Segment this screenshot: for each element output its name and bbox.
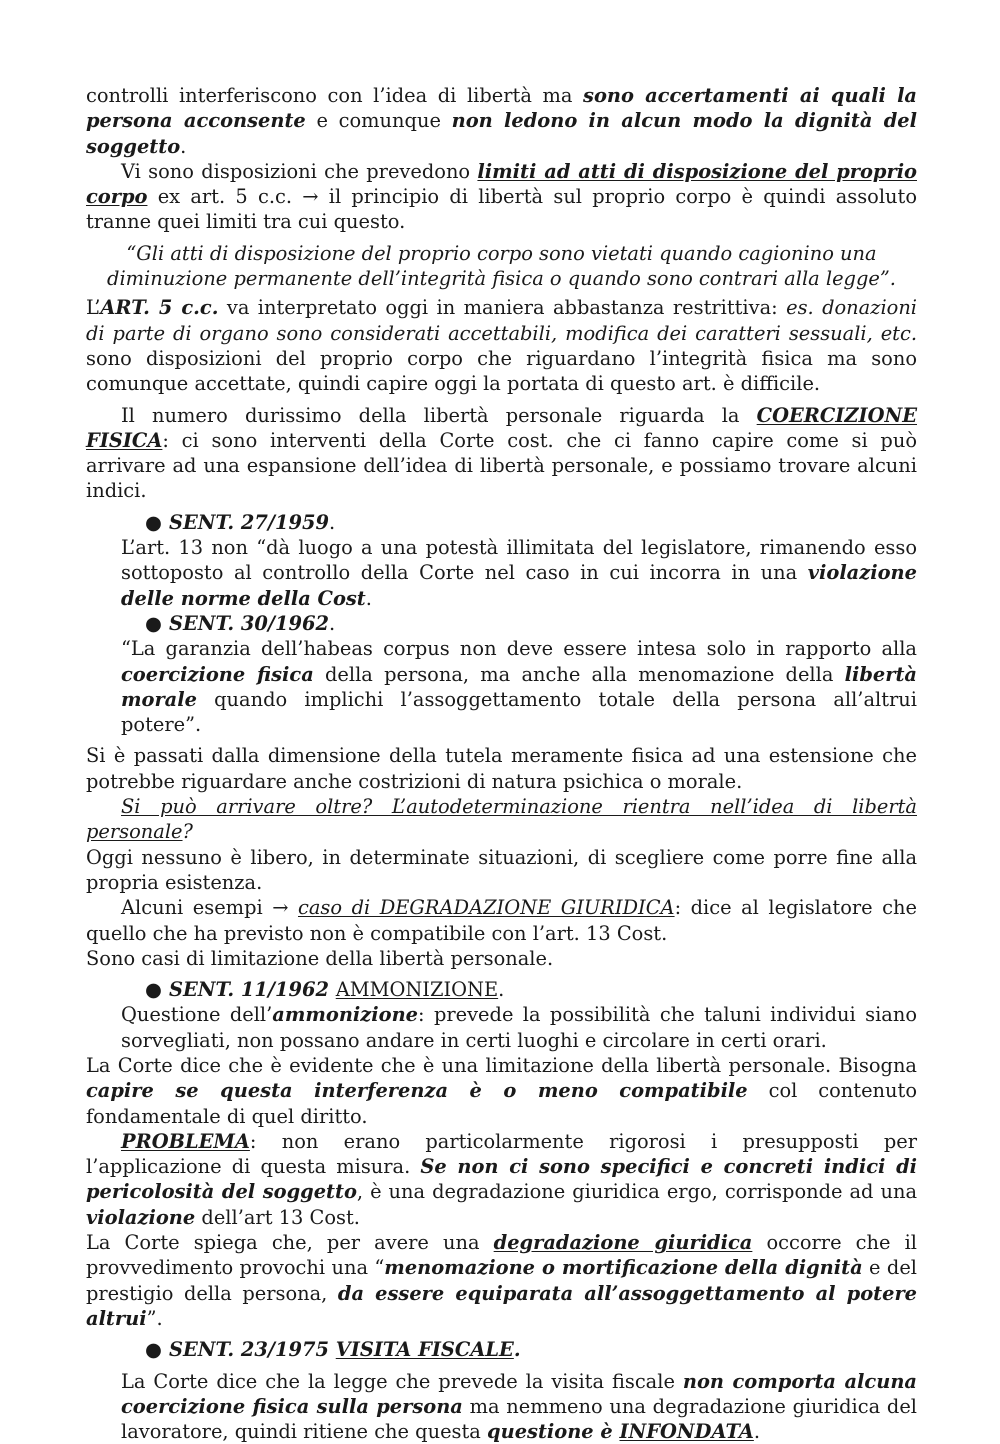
text: va interpretato oggi in maniera abbastanza restrittiva: (218, 296, 787, 320)
sentence-topic: VISITA FISCALE (335, 1338, 514, 1362)
text: controlli interferiscono con l’idea di libertà ma (86, 84, 584, 107)
paragraph-disposizioni (86, 159, 917, 235)
bullet-icon: ● (145, 1338, 162, 1362)
text: : non erano particolarmente rigorosi i presupposti per l’applicazione di questa misura. (86, 1129, 917, 1179)
text: ex art. 5 c.c. → il principio di libertà sul proprio corpo è quindi assoluto tranne quei limiti tra cui questo. (86, 185, 917, 234)
paragraph-coercizione (86, 403, 917, 504)
paragraph-controlli (86, 83, 917, 159)
text: della persona, ma anche alla menomazione della (313, 662, 845, 686)
text: . (498, 978, 505, 1002)
text: La Corte spiega che, per avere una (86, 1231, 494, 1255)
emphasis: sono accertamenti ai quali la persona acconsente (86, 84, 917, 133)
sentence-title: SENT. 11/1962 (169, 978, 336, 1002)
emphasis: menomazione o mortificazione della dignità (384, 1256, 863, 1280)
emphasis: questione è (487, 1420, 620, 1444)
text: . (328, 510, 336, 534)
text: Alcuni esempi → (121, 896, 298, 920)
sentence-title: SENT. 23/1975 (169, 1338, 336, 1362)
emphasis: ammonizione (272, 1003, 419, 1027)
text: col contenuto fondamentale di quel diritto. (86, 1079, 918, 1128)
bullet-sent-11-1962 (145, 977, 917, 1002)
text: Vi sono disposizioni che prevedono (121, 159, 478, 183)
text: L’ (86, 296, 101, 320)
paragraph-corte-spiega (86, 1230, 917, 1331)
emphasis: capire se questa interferenza è o meno compatibile (86, 1079, 748, 1103)
text: La Corte dice che la legge che prevede la visita fiscale (121, 1369, 683, 1393)
sentence-body (121, 636, 917, 737)
emphasis-underlined: degradazione giuridica (493, 1231, 753, 1255)
text: . (180, 134, 187, 158)
paragraph-art5 (86, 295, 917, 396)
text: Questione dell’ (121, 1003, 273, 1027)
sentence-body (121, 1002, 917, 1053)
italic-underlined: Si può arrivare oltre? L’autodeterminazione rientra nell’idea di libertà personale (86, 795, 917, 844)
paragraph-corte-evidente (86, 1053, 917, 1129)
emphasis-underlined: INFONDATA (619, 1420, 754, 1444)
emphasis: non ledono in alcun modo la dignità del soggetto (86, 109, 917, 158)
paragraph-esempi (86, 895, 917, 946)
emphasis: libertà morale (121, 662, 917, 711)
emphasis-underlined: COERCIZIONE FISICA (86, 403, 917, 452)
text: ? (182, 820, 193, 844)
text: L’art. 13 non “dà luogo a una potestà illimitata del legislatore, rimanendo esso sottoposto al controllo della Corte nel caso in cui incorra in una (121, 536, 917, 585)
bullet-sent-30-1962 (145, 611, 917, 636)
text: . (365, 586, 372, 610)
text: La Corte dice che è evidente che è una limitazione della libertà personale. Bisogna (86, 1053, 917, 1077)
text: e del prestigio della persona, (86, 1256, 917, 1305)
bullet-icon: ● (145, 611, 162, 635)
emphasis: da essere equiparata all’assoggettamento al potere altrui (86, 1281, 917, 1330)
emphasis: violazione (86, 1205, 196, 1229)
text: . (328, 611, 336, 635)
paragraph-dimensione: Si è passati dalla dimensione della tutela meramente fisica ad una estensione che potrebbe riguardare anche costrizioni di natura psichica o morale. (86, 744, 917, 793)
text: : ci sono interventi della Corte cost. che ci fanno capire come si può arrivare ad una espansione dell’idea di libertà personale, e possiamo trovare alcuni indici. (86, 428, 917, 503)
italic-underlined: caso di DEGRADAZIONE GIURIDICA (298, 896, 675, 920)
text: dell’art 13 Cost. (195, 1205, 360, 1229)
quote-art5: “Gli atti di disposizione del proprio corpo sono vietati quando cagionino una diminuzione permanente dell’integrità fisica o quando sono contrari alla legge”. (107, 241, 896, 291)
sentence-topic: AMMONIZIONE (335, 978, 499, 1002)
text: occorre che il provvedimento provochi una “ (86, 1231, 917, 1280)
text: “La garanzia dell’habeas corpus non deve essere intesa solo in rapporto alla (121, 637, 917, 661)
emphasis: non comporta alcuna coercizione fisica sulla persona (121, 1369, 917, 1418)
emphasis-underlined: PROBLEMA (121, 1129, 250, 1153)
text: . (753, 1420, 761, 1444)
sentence-body (121, 1369, 917, 1444)
sentence-body (121, 535, 917, 611)
text: quando implichi l’assoggettamento totale della persona all’altrui potere”. (121, 687, 917, 737)
text: . (513, 1338, 521, 1362)
text: ”. (146, 1306, 163, 1330)
sentence-title: SENT. 30/1962 (169, 611, 329, 635)
emphasis-underlined: limiti ad atti di disposizione del proprio corpo (86, 159, 917, 209)
text: ma nemmeno una degradazione giuridica del lavoratore, quindi ritiene che questa (121, 1394, 918, 1444)
bullet-icon: ● (145, 978, 162, 1002)
paragraph-oggi: Oggi nessuno è libero, in determinate situazioni, di scegliere come porre fine alla propria esistenza. (86, 845, 917, 894)
text: e comunque (305, 109, 452, 133)
emphasis: violazione delle norme della Cost (121, 561, 917, 610)
text: : prevede la possibilità che taluni individui siano sorvegliati, non possano andare in certi luoghi e circolare in certi orari. (121, 1003, 917, 1052)
bullet-icon: ● (145, 510, 162, 534)
text: sono disposizioni del proprio corpo che riguardano l’integrità fisica ma sono comunque accettate, quindi capire oggi la portata di questo art. è difficile. (86, 346, 917, 396)
paragraph-question (86, 794, 917, 845)
bullet-sent-27-1959 (145, 510, 917, 535)
emphasis: coercizione fisica (121, 662, 314, 686)
text: , è una degradazione giuridica ergo, corrisponde ad una (356, 1180, 918, 1204)
sentence-title: SENT. 27/1959 (169, 510, 329, 534)
paragraph-casi: Sono casi di limitazione della libertà personale. (86, 946, 554, 970)
bullet-sent-23-1975 (145, 1337, 917, 1362)
italic-example: es. donazioni di parte di organo sono considerati accettabili, modifica dei caratteri sessuali, etc. (86, 296, 918, 345)
text: : dice al legislatore che quello che ha previsto non è compatibile con l’art. 13 Cost. (86, 896, 917, 945)
emphasis: ART. 5 c.c. (100, 296, 219, 320)
text: Il numero durissimo della libertà personale riguarda la (121, 403, 757, 427)
paragraph-problema (86, 1129, 917, 1230)
emphasis: Se non ci sono specifici e concreti indici di pericolosità del soggetto (86, 1155, 917, 1204)
